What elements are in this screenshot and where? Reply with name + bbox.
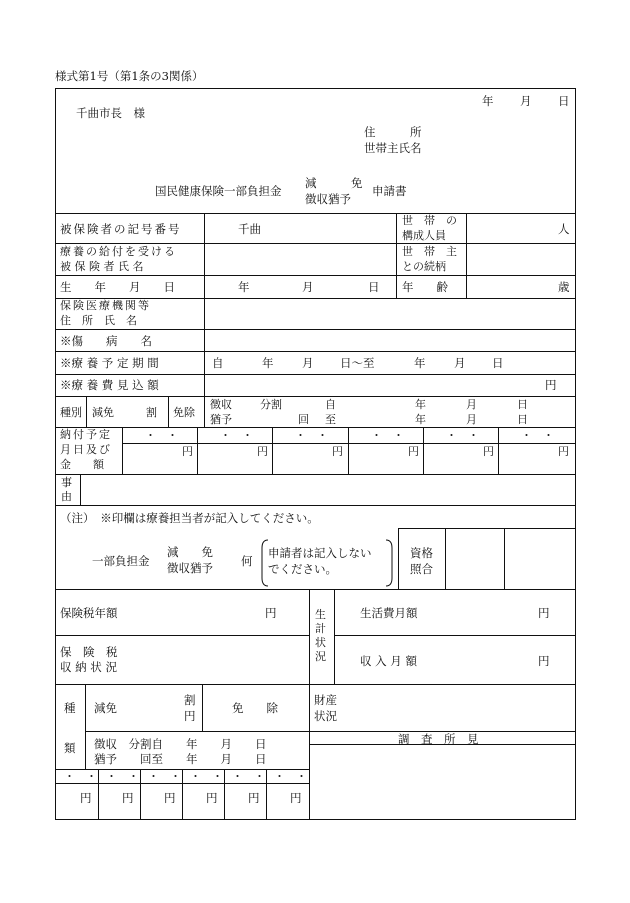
payment-yen-6: 円 [558,445,569,458]
title-exempt-top: 減 免 [305,176,363,190]
office-ask: 何 [241,554,253,568]
office-prefix: 一部負担金 [92,554,150,568]
birth-month: 月 [302,280,314,294]
date-year: 年 [482,94,494,108]
office-dots-3: ・ ・ [148,770,181,783]
payment-yen-2: 円 [257,445,268,458]
office-yen-3: 円 [164,791,176,805]
institution-label-2: 住 所 氏 名 [60,314,137,327]
payment-dots-6: ・ ・ [521,429,554,442]
reason-label-2: 由 [61,490,72,503]
living-cost-label: 生活費月額 [360,606,418,620]
living-label-1: 生 [315,608,326,621]
date-month: 月 [520,94,532,108]
office-yen-5: 円 [248,791,260,805]
type-year-2: 年 [415,413,426,426]
applicant-note-2: でください。 [268,562,337,576]
payment-dots-5: ・ ・ [446,429,479,442]
defer-line: 猶予 回至 年 月 日 [94,752,267,766]
payment-dots-4: ・ ・ [371,429,404,442]
office-yen-1: 円 [80,791,92,805]
property-label-2: 状況 [314,709,337,723]
office-dots-4: ・ ・ [190,770,223,783]
kind-label-1: 種 [64,701,76,715]
type-month: 月 [466,398,477,411]
period-day-to: 日～至 [340,356,375,370]
office-exemption: 免 除 [232,701,278,715]
qualification-label-1: 資格 [410,546,433,560]
payment-label-2: 月日及び [60,443,112,456]
title-exempt-bottom: 徴収猶予 [305,192,351,206]
property-label-1: 財産 [314,693,337,707]
household-members-unit: 人 [558,222,570,236]
age-label: 年 齢 [402,280,448,294]
qualification-label-2: 照合 [410,562,433,576]
type-defer: 猶予 [210,413,232,426]
office-reduction: 減免 [94,701,117,715]
payment-label-3: 金 額 [60,458,104,471]
patient-name-label-2: 被 保 険 者 氏 名 [60,260,144,273]
householder-relation-label-2: との続柄 [402,260,446,273]
tax-status-label-2: 収 納 状 況 [60,660,117,674]
type-reduction: 減免 [92,406,114,419]
note: （注） ※印欄は療養担当者が記入してください。 [60,511,319,525]
collect-line: 徴収 分割自 年 月 日 [94,737,267,751]
disease-label: ※傷 病 名 [60,334,152,348]
living-label-2: 計 [315,622,326,635]
period-month-2: 月 [454,356,466,370]
payment-dots-1: ・ ・ [145,429,178,442]
householder-relation-label-1: 世 帯 主 [402,245,457,258]
addressee: 千曲市長 様 [76,106,145,120]
form-label: 様式第1号（第1条の3関係） [55,69,204,83]
insured-number-label: 被保険者の記号番号 [60,222,182,236]
title-prefix: 国民健康保険一部負担金 [155,184,282,198]
office-exempt-top: 減 免 [167,545,213,559]
period-year-2: 年 [414,356,426,370]
applicant-note-1: 申請者は記入しない [268,546,372,560]
cost-label: ※療 養 費 見 込 額 [60,378,159,392]
type-to: 至 [325,413,336,426]
household-members-label-1: 世 帯 の [402,214,457,227]
office-dots-5: ・ ・ [232,770,265,783]
payment-yen-5: 円 [483,445,494,458]
payment-yen-1: 円 [182,445,193,458]
reason-label-1: 事 [61,476,72,489]
investigation-label: 調 査 所 見 [398,732,479,746]
type-percent: 割 [146,406,157,419]
type-collect: 徴収 [210,398,232,411]
birth-date-label: 生 年 月 日 [60,280,175,294]
living-label-4: 況 [315,650,326,663]
institution-label-1: 保険医療機関等 [60,299,151,312]
payment-yen-4: 円 [408,445,419,458]
period-label: ※療 養 予 定 期 間 [60,356,159,370]
type-split: 分割 [260,398,282,411]
household-members-label-2: 構成人員 [402,229,446,242]
living-cost-yen: 円 [538,606,550,620]
living-label-3: 状 [315,636,326,649]
address-label: 住 所 [364,125,422,139]
type-month-2: 月 [466,413,477,426]
income-yen: 円 [538,654,550,668]
office-yen-6: 円 [290,791,302,805]
type-day: 日 [517,398,528,411]
kind-label-2: 類 [64,741,76,755]
cost-unit: 円 [545,378,557,392]
date-day: 日 [558,94,570,108]
payment-dots-2: ・ ・ [220,429,253,442]
type-from: 自 [325,398,336,411]
age-unit: 歳 [558,280,570,294]
office-yen-4: 円 [206,791,218,805]
income-label: 収 入 月 額 [360,654,417,668]
tax-annual-yen: 円 [265,606,277,620]
type-times: 回 [298,413,309,426]
office-wari: 割 [184,693,196,707]
office-dots-2: ・ ・ [106,770,139,783]
office-dots-6: ・ ・ [274,770,307,783]
tax-status-label-1: 保 険 税 [60,645,118,659]
insured-number-value: 千曲 [238,222,261,236]
title-suffix: 申請書 [372,184,407,198]
birth-year: 年 [238,280,250,294]
type-day-2: 日 [517,413,528,426]
office-yen-2: 円 [122,791,134,805]
tax-annual-label: 保険税年額 [60,606,118,620]
householder-label: 世帯主氏名 [364,141,422,155]
period-month: 月 [302,356,314,370]
patient-name-label-1: 療養の給付を受ける [60,245,177,258]
birth-day: 日 [368,280,380,294]
office-dots-1: ・ ・ [64,770,97,783]
office-exempt-bottom: 徴収猶予 [167,561,213,575]
period-from: 自 [212,356,224,370]
payment-yen-3: 円 [332,445,343,458]
payment-dots-3: ・ ・ [295,429,328,442]
payment-label-1: 納付予定 [60,428,112,441]
type-year: 年 [415,398,426,411]
period-day-2: 日 [492,356,504,370]
type-exemption: 免除 [173,406,195,419]
office-yen-small: 円 [184,709,196,723]
type-label: 種別 [60,406,82,419]
period-year: 年 [262,356,274,370]
